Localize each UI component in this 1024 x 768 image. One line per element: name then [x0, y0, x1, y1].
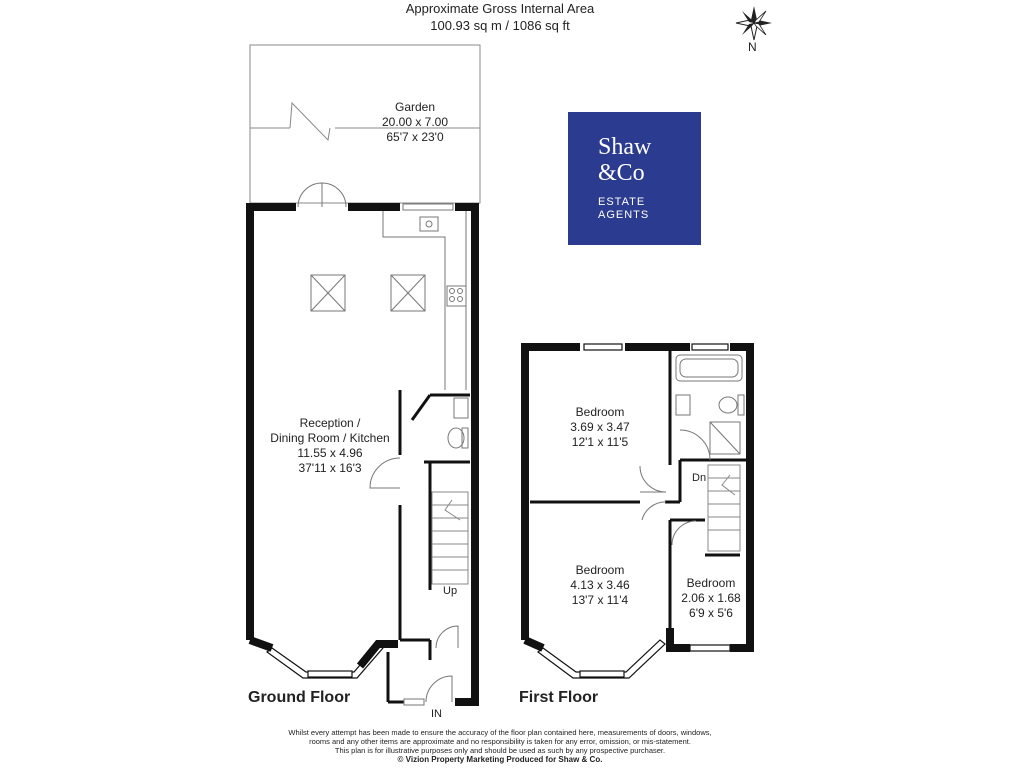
- garden-metric: 20.00 x 7.00: [381, 115, 449, 129]
- first-floor-doors: [640, 466, 696, 545]
- garden-imperial: 65'7 x 23'0: [386, 130, 444, 144]
- disclaimer-credit: © Vizion Property Marketing Produced for Shaw & Co.: [397, 755, 603, 764]
- logo-line-3: ESTATE: [598, 196, 646, 208]
- reception-metric: 11.55 x 4.96: [297, 446, 363, 460]
- first-floor-bay: [538, 344, 730, 678]
- disclaimer: [250, 728, 750, 764]
- compass-north-label: N: [748, 40, 757, 54]
- entrance-label: IN: [431, 708, 442, 720]
- logo-line-4: AGENTS: [598, 209, 650, 221]
- logo-line-2: &Co: [598, 160, 645, 186]
- area-value: 100.93 sq m / 1086 sq ft: [430, 18, 570, 33]
- bedroom1-metric: 3.69 x 3.47: [570, 420, 630, 434]
- first-floor-title: First Floor: [519, 689, 599, 706]
- disclaimer-line-3: This plan is for illustrative purposes only and should be used as such by any prospective purchaser.: [334, 746, 666, 755]
- logo-line-1: Shaw: [598, 134, 652, 160]
- stairs-down: [708, 465, 740, 551]
- reception-name-2: Dining Room / Kitchen: [270, 431, 390, 445]
- disclaimer-line-1: Whilst every attempt has been made to ensure the accuracy of the floor plan contained here, measurements of doors, windows,: [288, 728, 712, 737]
- bedroom1-label: [555, 405, 645, 450]
- garden-name: Garden: [394, 100, 436, 114]
- bedroom2-imperial: 13'7 x 11'4: [571, 593, 629, 607]
- bedroom2-name: Bedroom: [575, 563, 625, 577]
- bedroom1-name: Bedroom: [575, 405, 625, 419]
- bathroom-fixtures: [676, 355, 744, 460]
- ground-floor-title: Ground Floor: [248, 689, 351, 706]
- bedroom3-metric: 2.06 x 1.68: [681, 591, 741, 605]
- skylights: [311, 275, 425, 311]
- bedroom1-imperial: 12'1 x 11'5: [571, 435, 629, 449]
- stairs-up-label: Up: [443, 585, 458, 597]
- stairs-down-label: Dn: [692, 472, 707, 484]
- disclaimer-line-2: rooms and any other items are approximate and no responsibility is taken for any error, omission, or mis-statement.: [309, 737, 691, 746]
- area-title: Approximate Gross Internal Area: [405, 1, 595, 16]
- entrance-door: [404, 626, 458, 705]
- bedroom3-name: Bedroom: [686, 576, 736, 590]
- stairs-up: [432, 492, 468, 584]
- bedroom2-label: [555, 563, 645, 608]
- bedroom3-imperial: 6'9 x 5'6: [689, 606, 733, 620]
- reception-name-1: Reception /: [299, 416, 361, 430]
- garden-label: [330, 100, 500, 145]
- reception-imperial: 37'11 x 16'3: [298, 461, 362, 475]
- bedroom2-metric: 4.13 x 3.46: [570, 578, 630, 592]
- reception-label: [250, 416, 410, 476]
- bedroom3-label: [674, 576, 748, 621]
